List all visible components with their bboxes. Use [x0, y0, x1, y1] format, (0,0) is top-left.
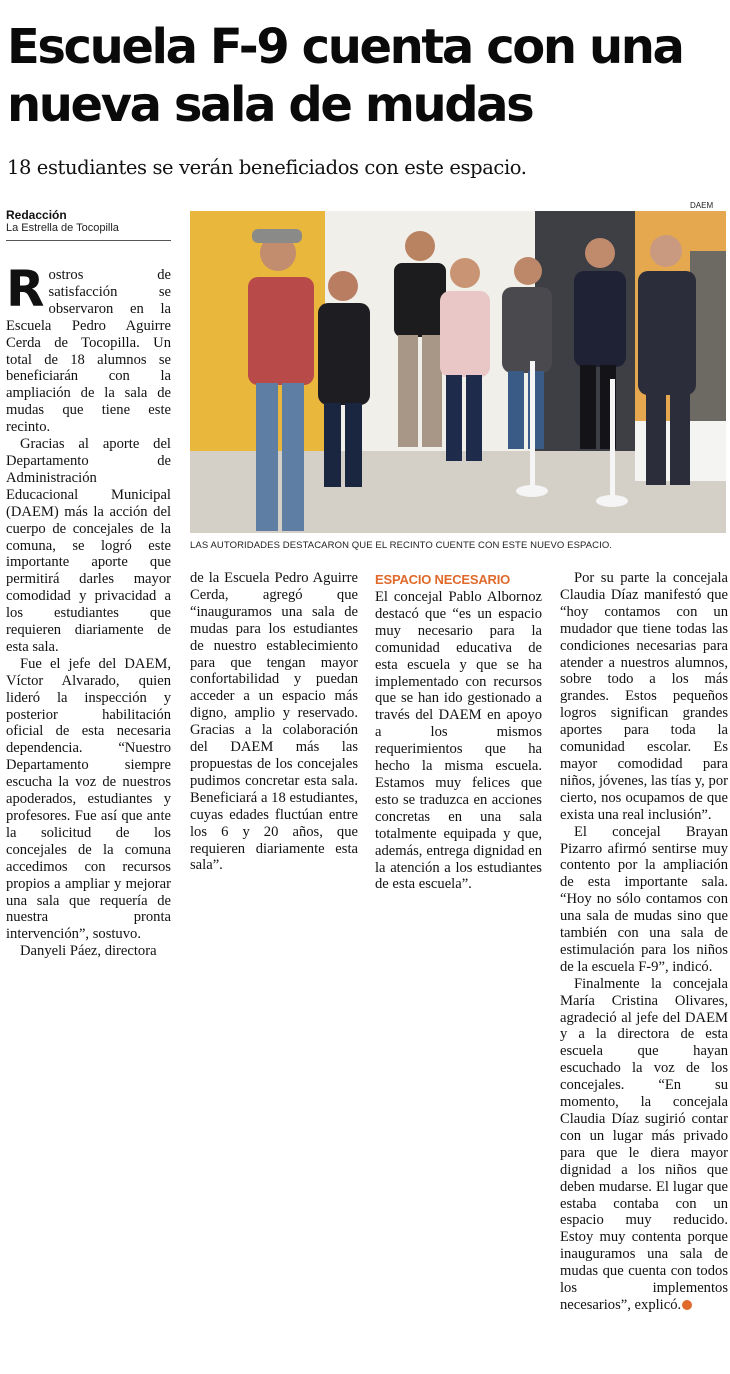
paragraph [560, 976, 728, 1314]
article-column-1 [6, 260, 171, 960]
photo-illustration [190, 211, 726, 533]
paragraph: de la Escuela Pedro Aguirre Cerda, agregó que “inauguramos una sala de mudas para los estudiantes de nuestro establecimiento para que tengan mayor confortabilidad y puedan acceder a un espacio más digno, amplio y reservado. Gracias a la colaboración del DAEM más las propuestas de los concejales pudimos concretar esta sala. Beneficiará a 18 estudiantes, cuyas edades fluctúan entre los 6 y 20 años, que requieren diariamente esta sala”. [190, 570, 358, 874]
photo-caption: LAS AUTORIDADES DESTACARON QUE EL RECINTO CUENTE CON ESTE NUEVO ESPACIO. [190, 540, 613, 551]
author-name: Redacción [6, 208, 67, 222]
paragraph: Fue el jefe del DAEM, Víctor Alvarado, quien lideró la inspección y posterior habilitación oficial de esta necesaria dependencia. “Nuestro Departamento siempre escucha la voz de nuestros apoderados, estudiantes y profesores. Fue así que ante la solicitud de los concejales de la comuna accedimos con recursos propios a ampliar y mejorar una sala que requería de nuestra pronta intervención”, sostuvo. [6, 655, 171, 943]
section-heading: ESPACIO NECESARIO [375, 572, 511, 587]
paragraph-text: Finalmente la concejala María Cristina Olivares, agradeció al jefe del DAEM y a la directora de esta escuela que hayan escuchado la voz de los concejales. “En su momento, la concejala Claudia Díaz sugirió contar con un lugar más privado para que le diera mayor dignidad a los niños que deben mudarse. El lugar que estaba contaba con un espacio muy reducido. Estoy muy contenta porque inauguramos una sala de mudas que cuenta con todos los implementos necesarios”, explicó. [560, 975, 728, 1313]
subheadline: 18 estudiantes se verán beneficiados con este espacio. [7, 156, 527, 179]
headline: Escuela F-9 cuenta con una nueva sala de mudas [7, 19, 683, 133]
paragraph-text: ostros de satisfacción se observaron en la Escuela Pedro Aguirre Cerda de Tocopilla. Un total de 18 alumnos se beneficiarán con la ampliación de la sala de mudas que tiene este recinto. [6, 267, 171, 436]
outlet-name: La Estrella de Tocopilla [6, 222, 119, 234]
end-mark-icon [682, 1300, 692, 1310]
byline [6, 208, 171, 241]
article-column-3 [375, 572, 542, 893]
photo-credit: DAEM [690, 201, 714, 210]
paragraph: El concejal Pablo Albornoz destacó que “es un espacio muy necesario para la comunidad educativa de esta escuela y que se ha implementado con recursos que se han ido gestionado a través del DAEM en apoyo a los mismos requerimientos que ha hecho la misma escuela. Estamos muy felices que esto se traduzca en acciones concretas en una sala totalmente equipada y que, además, entrega dignidad en la atención a los estudiantes de esta escuela”. [375, 589, 542, 893]
article-column-2 [190, 570, 358, 874]
paragraph: Gracias al aporte del Departamento de Administración Educacional Municipal (DAEM) más la acción del cuerpo de concejales de la comuna, se logró este importante aporte que permitirá darles mayor comodidad y privacidad a los estudiantes que requieren diariamente de esta sala. [6, 436, 171, 655]
paragraph: El concejal Brayan Pizarro afirmó sentirse muy contento por la ampliación de esta importante sala. “Hoy no sólo contamos con una sala de mudas sino que también con una sala de estimulación para los niños de la escuela F-9”, indicó. [560, 823, 728, 975]
paragraph: Por su parte la concejala Claudia Díaz manifestó que “hoy contamos con un mudador que tiene todas las condiciones necesarias para atender a nuestros alumnos, sobre todo a los más grandes. Estos pequeños logros significan grandes aportes para toda la comunidad escolar. Es mayor comodidad para niños, jóvenes, las tías y, por cierto, nos ocupamos de que exista una real inclusión”. [560, 570, 728, 823]
article-column-4 [560, 570, 728, 1314]
paragraph: Danyeli Páez, directora [20, 943, 157, 960]
paragraph [6, 260, 171, 436]
dropcap: R [6, 260, 45, 318]
article-photo [190, 211, 726, 533]
